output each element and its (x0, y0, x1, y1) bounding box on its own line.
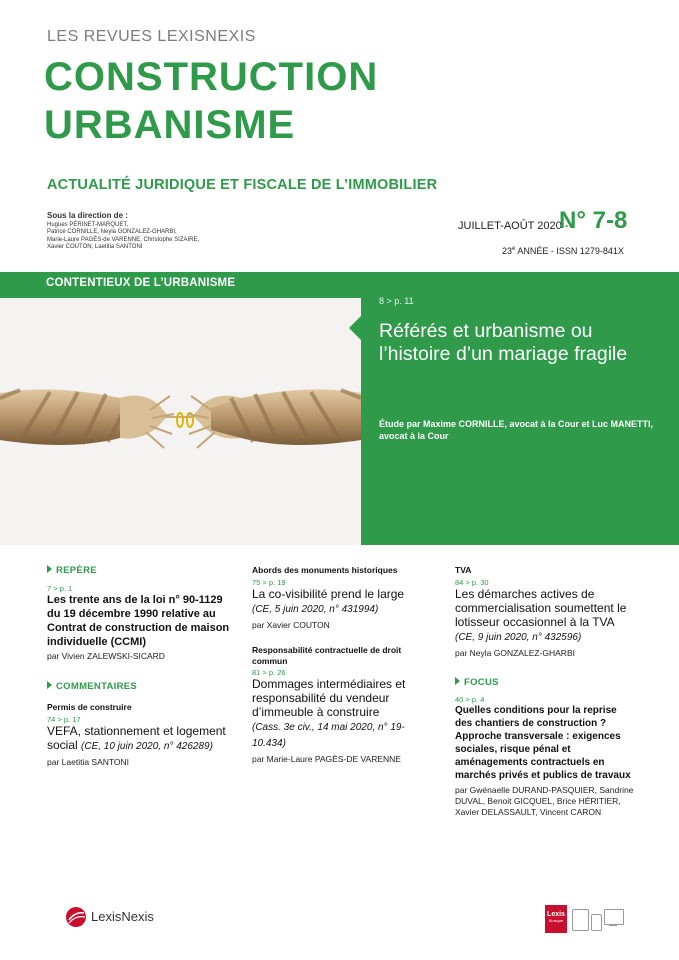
section-heading-repere (47, 565, 232, 576)
lexisnexis-logo (65, 904, 175, 930)
article-reference: 7 > p. 1 (47, 584, 73, 593)
monitor-icon (604, 909, 624, 925)
article-author: par Laetitia SANTONI (47, 757, 130, 767)
section-heading-focus (455, 677, 635, 688)
article-title: Dommages intermédiaires et responsabilité du vendeur d’immeuble à construire (252, 677, 406, 719)
article-reference: 81 > p. 26 (252, 668, 286, 677)
direction-line: Patrice CORNILLE, Neyla GONZALEZ-GHARBI, (47, 229, 177, 236)
kiosk-logo (545, 905, 567, 933)
column-2 (252, 565, 432, 765)
phone-icon (591, 914, 602, 931)
article-rubric: TVA (455, 565, 472, 575)
year-number: 23 (502, 246, 513, 256)
article-reference: 84 > p. 30 (455, 578, 489, 587)
article-citation-text: (CE, 5 juin 2020, n° 431994) (252, 604, 379, 615)
article-reference: 40 > p. 4 (455, 695, 485, 704)
article-author: par Marie-Laure PAGÈS-DE VARENNE (252, 754, 401, 764)
article-title: Quelles conditions pour la reprise des chantiers de construction ? Approche transversale : exigences sociales, risque pénal et aménagements contractuels en marchés privés et publics de travaux (455, 705, 631, 781)
article-author: par Vivien ZALEWSKI-SICARD (47, 651, 165, 661)
article-author: par Neyla GONZALEZ-GHARBI (455, 648, 575, 658)
article-title-text: Les démarches actives de commercialisation soumettent le lotisseur occasionnel à la TVA (455, 587, 627, 629)
kiosk-sublabel: Kiosque (548, 918, 564, 923)
article-author: par Gwénaelle DURAND-PASQUIER, Sandrine DUVAL, Benoit GICQUEL, Brice HÉRITIER, Xavier DELASSAULT, Vincent CARON (455, 785, 634, 817)
article-title: Les trente ans de la loi n° 90-1129 du 19 décembre 1990 relative au Contrat de construction de maison individuelle (CCMI) (47, 594, 230, 648)
issn: ANNÉE - ISSN 1279-841X (515, 246, 624, 256)
direction-line: Marie-Laure PAGÈS-de VARENNE, Christophe SIZAIRE, (47, 236, 200, 243)
triangle-icon (47, 681, 52, 689)
triangle-icon (455, 677, 460, 685)
article-author: par Xavier COUTON (252, 620, 330, 630)
article-reference: 75 > p. 19 (252, 578, 286, 587)
feature-reference: 8 > p. 11 (379, 296, 414, 306)
feature-author: Étude par Maxime CORNILLE, avocat à la Cour et Luc MANETTI, avocat à la Cour (379, 419, 654, 441)
issue-number: N° 7-8 (559, 207, 628, 234)
article-reference: 74 > p. 17 (47, 715, 81, 724)
direction-heading: Sous la direction de : (47, 211, 128, 220)
publisher-name: LexisNexis (91, 909, 154, 924)
series-name: LES REVUES LEXISNEXIS (47, 28, 256, 45)
section-heading-commentaires (47, 681, 232, 692)
article-citation-text: (Cass. 3e civ., 14 mai 2020, n° 19-10.434) (252, 722, 405, 749)
year-suffix: e (512, 246, 516, 252)
section-heading-text: FOCUS (464, 677, 499, 688)
issue-year-issn (502, 246, 624, 256)
direction-line: Hugues PÉRINET-MARQUET, (47, 221, 129, 228)
journal-title-line-1: CONSTRUCTION (44, 55, 379, 99)
lexis-kiosque-badge (545, 905, 625, 933)
article-citation: (CE, 10 juin 2020, n° 426289) (81, 741, 213, 752)
section-heading-text: REPÈRE (56, 565, 97, 576)
section-label: CONTENTIEUX DE L’URBANISME (46, 277, 236, 289)
triangle-icon (47, 565, 52, 573)
tablet-icon (572, 909, 589, 931)
editorial-direction (47, 212, 277, 252)
feature-title: Référés et urbanisme ou l’histoire d’un mariage fragile (379, 320, 628, 365)
kiosk-label: Lexis (547, 911, 565, 918)
article-title (455, 587, 635, 645)
direction-line: Xavier COUTON, Laetitia SANTONI (47, 244, 143, 251)
article-rubric: Responsabilité contractuelle de droit commun (252, 645, 402, 666)
article-citation: (CE, 9 juin 2020, n° 432596) (455, 632, 582, 643)
journal-subtitle: ACTUALITÉ JURIDIQUE ET FISCALE DE L’IMMOBILIER (47, 177, 438, 193)
article-title (47, 724, 232, 754)
panel-pointer (349, 316, 361, 340)
article-rubric: Abords des monuments historiques (252, 565, 398, 575)
column-1 (47, 565, 232, 768)
column-3 (455, 565, 635, 818)
article-title: La co-visibilité prend le large (252, 587, 405, 601)
fraying-rope-photo (0, 298, 361, 545)
journal-title-line-2: URBANISME (44, 103, 296, 147)
issue-date: JUILLET-AOÛT 2020 - (458, 220, 569, 232)
section-heading-text: COMMENTAIRES (56, 681, 138, 692)
article-rubric: Permis de construire (47, 702, 132, 712)
article-citation (252, 719, 432, 751)
article-title-text: VEFA, stationnement et logement social (47, 724, 226, 752)
monitor-stand-icon (609, 924, 617, 926)
article-citation (252, 601, 432, 617)
